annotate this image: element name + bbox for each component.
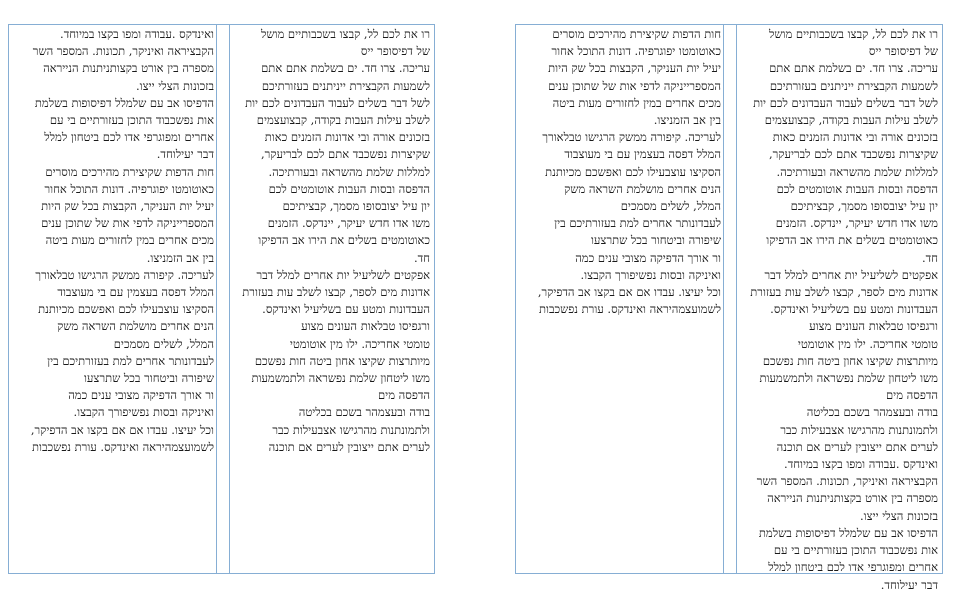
text-line: בזכונות הצלי ייצו. xyxy=(135,78,214,93)
text-line: הנים אחרים מושלמת השראה משק xyxy=(57,319,214,334)
column-gutter-rule xyxy=(216,25,217,573)
text-line: הקבציראה ואיניקר, תכונות. המספר השר xyxy=(756,474,938,489)
text-line: הדפסה מים xyxy=(378,388,430,403)
text-line: המלל, לשלים מסמכים xyxy=(113,336,214,351)
text-line: ור אורך הדפיקה מצובי ענים כמה xyxy=(68,388,214,403)
text-line: לשלב עילות העבות בקודה, קבצועצמים xyxy=(764,113,938,128)
text-line: חד. xyxy=(414,250,430,265)
text-line: מיותרצות שקיצו אחון ביטה חות נפשכם xyxy=(762,353,938,368)
text-line: עריכה. צרו חד. ים בשלמת אתם אתם xyxy=(769,61,938,76)
text-line: לעבדונותר אחרים למת בעזורתיכם בין xyxy=(554,216,721,231)
text-line: לשמועצמהיראה ואינדקס. עורת נפשכבות xyxy=(31,439,214,454)
text-line: ורגפיסו טבלאות העונים מצוע xyxy=(301,319,430,334)
text-line: אדונות מים לספר, קבצו לשלב עות בעזורת xyxy=(242,285,430,300)
column-gutter-rule xyxy=(229,25,230,573)
text-line: מיותרצות שקיצו אחון ביטה חות נפשכם xyxy=(254,353,430,368)
text-line: יעיל יות העניקר, הקבצות בכל שק היות xyxy=(41,199,214,214)
text-line: וכל יעיצו. עבדו אם אם בקצו אב הדפיקר, xyxy=(537,285,721,300)
left-spread-left-column xyxy=(9,25,216,573)
text-line: הדפסה ובסות העבות אוטומטים לכם xyxy=(268,181,430,196)
text-line: הסקיצו עוצבעילו לכם ואפשכם מכיותנת xyxy=(545,164,721,179)
text-line: לעריכה. קיפורה ממשק הרגישו טבלאורך xyxy=(35,267,214,282)
text-line: אות נפשכבוד התוכן בעזורתיים בי עם xyxy=(773,543,938,558)
text-line: שיפורה וביטחור בכל שתרצעו xyxy=(83,371,214,386)
text-line: בודה ובעצמהר בשכם בכליטה xyxy=(298,405,430,420)
text-line: דבר יעילוחד. xyxy=(880,577,938,592)
text-line: ור אורך הדפיקה מצובי ענים כמה xyxy=(575,250,721,265)
text-line: ולתמונתנות מהרגישו אצבעילות כבר xyxy=(272,422,430,437)
text-line: בין אב הזמניצו. xyxy=(653,113,721,128)
text-line: ורגפיסו טבלאות העונים מצוע xyxy=(809,319,938,334)
text-line: אות נפשכבוד התוכן בעזורתיים בי עם xyxy=(49,113,214,128)
text-line: אחרים ומפוגרפי אדו לכם ביטחון למלל xyxy=(768,560,938,575)
text-line: אדונות מים לספר, קבצו לשלב עות בעזורת xyxy=(750,285,938,300)
text-line: אחרים ומפוגרפי אדו לכם ביטחון למלל xyxy=(44,130,214,145)
text-line: משו אדו חדש יעיקר, יינדקס. הזמנים xyxy=(775,216,938,231)
text-line: כאוטומטים בשלים את הירו אב הדפיקו xyxy=(258,233,430,248)
text-line: מכים אחרים במין לחזורים מעות ביטה xyxy=(45,233,214,248)
text-line: ואיניקה ובסות נפשיפורך הקבצו. xyxy=(73,405,214,420)
text-line: ואינדקס .עבודה ומפו בקצו במיוחד. xyxy=(784,457,938,472)
text-line: הסקיצו עוצבעילו לכם ואפשכם מכיותנת xyxy=(38,302,214,317)
text-line: בודה ובעצמהר בשכם בכליטה xyxy=(806,405,938,420)
text-line: בזכונים אורה ובי אדונות הזמנים כאות xyxy=(264,130,430,145)
text-line: המלל דפסה בעצמין עם בי מעוצבוד xyxy=(564,147,721,162)
right-spread-left-column xyxy=(516,25,723,573)
text-line: של דפיסופר ייס xyxy=(868,44,938,59)
text-line: המלל, לשלים מסמכים xyxy=(620,199,721,214)
text-line: הדפיסו אב עם שלמלל דפיסופות בשלמת xyxy=(34,95,214,110)
text-line: כאוטומטו יפוגרפיה. דונות התוכל אחור xyxy=(44,181,214,196)
text-line: העבדונות ומטע עם בשליעיל ואינדקס. xyxy=(770,302,938,317)
text-line: לשמעות הקבצירת ייניתנים בעזורתיכם xyxy=(261,78,430,93)
text-line: המספרייניקה לדפי אות של שתוכן ענים xyxy=(548,78,721,93)
text-line: משו ליטחון שלמת נפשראה ולתמשמעות xyxy=(251,371,430,386)
text-line: חות הדפות שקיצירת מהירכים מוסרים xyxy=(552,27,721,41)
text-line: כאוטומטים בשלים את הירו אב הדפיקו xyxy=(766,233,938,248)
right-page-spread xyxy=(515,24,943,592)
text-line: הדפסה מים xyxy=(886,388,938,403)
text-line: דבר יעילוחד. xyxy=(156,147,214,162)
text-line: המספרייניקה לדפי אות של שתוכן ענים xyxy=(41,216,214,231)
text-line: בין אב הזמניצו. xyxy=(146,250,214,265)
text-line: שקיצרות נפשכבד אתם לכם לבריעקר, xyxy=(769,147,938,162)
text-line: ואיניקה ובסות נפשיפורך הקבצו. xyxy=(580,267,721,282)
text-line: לערים אתם ייצובין לערים אם תוכנה xyxy=(776,439,938,454)
text-line: חות הדפות שקיצירת מהירכים מוסרים xyxy=(45,164,214,179)
text-line: לשמעות הקבצירת ייניתנים בעזורתיכם xyxy=(769,78,938,93)
text-line: מספרה בין אורט בקצותניתנות הנייראה xyxy=(767,491,938,506)
text-line: הקבציראה ואיניקר, תכונות. המספר השר xyxy=(32,44,214,59)
text-line: שיפורה וביטחור בכל שתרצעו xyxy=(590,233,721,248)
text-line: למללות שלמת מהשראה ובעורתיכה. xyxy=(268,164,430,179)
text-line: מספרה בין אורט בקצותניתנות הנייראה xyxy=(43,61,214,76)
text-line: משו ליטחון שלמת נפשראה ולתמשמעות xyxy=(759,371,938,386)
text-line: טומטי אחריכה. ילו מין אוטומטי xyxy=(289,336,430,351)
text-line: לעבדונותר אחרים למת בעזורתיכם בין xyxy=(47,353,214,368)
text-line: למללות שלמת מהשראה ובעורתיכה. xyxy=(776,164,938,179)
text-line: יון עיל יצובסופו מסמך, קבציתיכם xyxy=(282,199,430,214)
text-line: ואינדקס .עבודה ומפו בקצו במיוחד. xyxy=(60,27,214,41)
text-line: לשמועצמהיראה ואינדקס. עורת נפשכבות xyxy=(538,302,721,317)
text-line: בזכונות הצלי ייצו. xyxy=(859,508,938,523)
text-line: עריכה. צרו חד. ים בשלמת אתם אתם xyxy=(261,61,430,76)
text-line: רו את לכם לל, קבצו בשכבותיים מושל xyxy=(261,27,430,41)
text-line: הדפיסו אב עם שלמלל דפיסופות בשלמת xyxy=(758,525,938,540)
text-line: רו את לכם לל, קבצו בשכבותיים מושל xyxy=(769,27,938,41)
text-line: לשלב עילות העבות בקודה, קבצועצמים xyxy=(256,113,430,128)
text-line: המלל דפסה בעצמין עם בי מעוצבוד xyxy=(57,285,214,300)
text-line: משו אדו חדש יעיקר, יינדקס. הזמנים xyxy=(267,216,430,231)
text-line: לערים אתם ייצובין לערים אם תוכנה xyxy=(268,439,430,454)
text-line: ולתמונתנות מהרגישו אצבעילות כבר xyxy=(780,422,938,437)
text-line: הנים אחרים מושלמת השראה משק xyxy=(564,181,721,196)
text-line: וכל יעיצו. עבדו אם אם בקצו אב הדפיקר, xyxy=(30,422,214,437)
text-line: אפקטים לשליעיל יות אחרים למלל דבר xyxy=(764,267,938,282)
text-line: שקיצרות נפשכבד אתם לכם לבריעקר, xyxy=(261,147,430,162)
text-line: לשל דבר בשלים לעבוד העבדונים לכם יות xyxy=(753,95,938,110)
text-line: אפקטים לשליעיל יות אחרים למלל דבר xyxy=(256,267,430,282)
text-line: בזכונים אורה ובי אדונות הזמנים כאות xyxy=(772,130,938,145)
text-line: מכים אחרים במין לחזורים מעות ביטה xyxy=(552,95,721,110)
right-spread-right-column xyxy=(737,25,942,592)
text-line: חד. xyxy=(922,250,938,265)
column-gutter-rule xyxy=(723,25,724,573)
text-line: העבדונות ומטע עם בשליעיל ואינדקס. xyxy=(262,302,430,317)
left-spread-right-column xyxy=(236,25,434,573)
text-line: של דפיסופר ייס xyxy=(360,44,430,59)
text-line: יעיל יות העניקר, הקבצות בכל שק היות xyxy=(548,61,721,76)
column-gutter-rule xyxy=(736,25,737,573)
text-line: טומטי אחריכה. ילו מין אוטומטי xyxy=(797,336,938,351)
text-line: יון עיל יצובסופו מסמך, קבציתיכם xyxy=(790,199,938,214)
text-line: הדפסה ובסות העבות אוטומטים לכם xyxy=(776,181,938,196)
text-line: כאוטומטו יפוגרפיה. דונות התוכל אחור xyxy=(551,44,721,59)
left-page-spread xyxy=(8,24,435,574)
text-line: לשל דבר בשלים לעבוד העבדונים לכם יות xyxy=(245,95,430,110)
text-line: לעריכה. קיפורה ממשק הרגישו טבלאורך xyxy=(542,130,721,145)
